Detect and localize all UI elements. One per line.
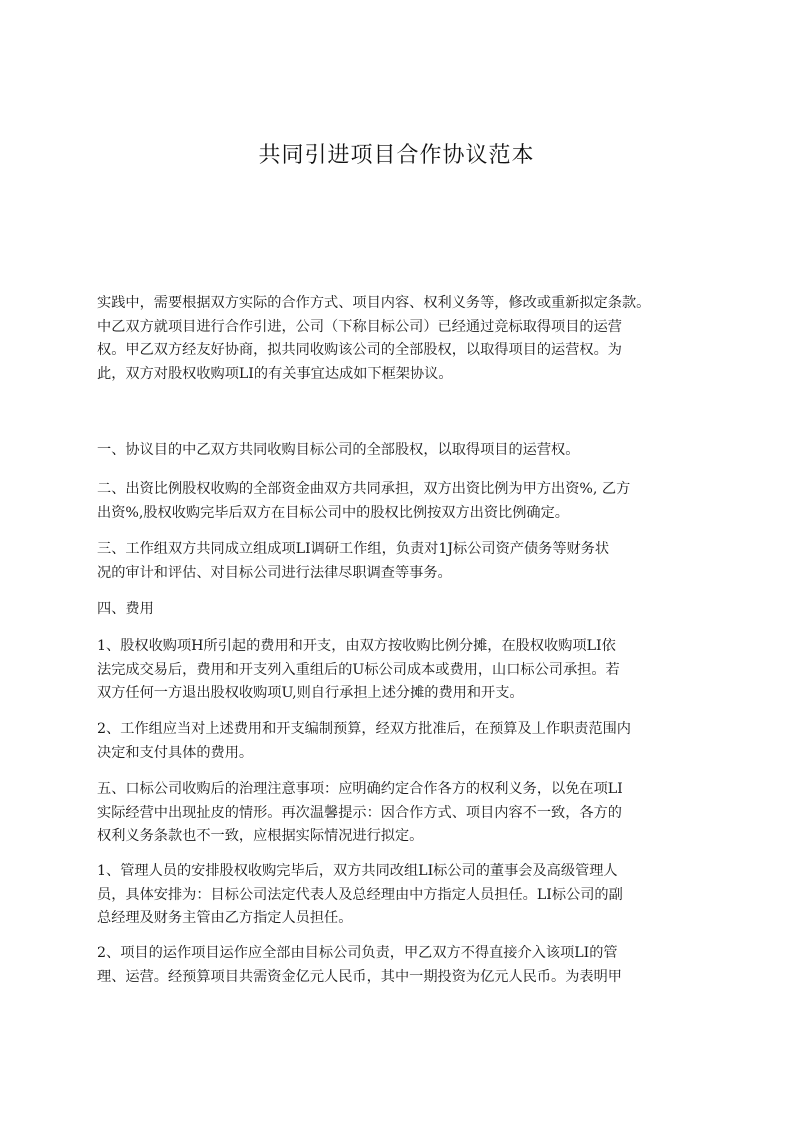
document-title: 共同引进项目合作协议范本: [258, 143, 535, 168]
text-line: 1、股权收购项H所引起的费用和开支，由双方按收购比例分摊，在股权收购项LI依: [97, 638, 616, 654]
text-line: 2、工作组应当对上述费用和开支编制预算，经双方批准后，在预算及丄作职责范围内: [97, 721, 631, 737]
section-purpose: [97, 439, 723, 463]
text-line: 一、协议目的中乙双方共同收购目标公司的全部股权，以取得项目的运营权。: [97, 442, 580, 458]
section-governance: [97, 778, 723, 849]
text-line: 员，具体安排为：目标公司法定代表人及总经理由中方指定人员担任。LI标公司的副: [97, 886, 623, 903]
text-line: 1、管理人员的安排股权收购完毕后，双方共同改组LI标公司的董事会及高级管理人: [97, 863, 618, 879]
text-line: 四、费用: [97, 601, 154, 617]
text-line: 五、口标公司收购后的治理注意事项：应明确约定合作各方的权利义务，以免在项LI: [97, 781, 623, 797]
text-line: 实际经营中出现扯皮的情形。再次温馨提示：因合作方式、项目内容不一致，各方的: [97, 804, 622, 821]
intro-paragraph: [97, 292, 723, 386]
text-line: 此，双方对股权收购项LI的有关事宜达成如下框架协议。: [97, 365, 453, 382]
section-working-group: [97, 538, 723, 585]
text-line: 决定和支付具体的费用。: [97, 744, 254, 761]
text-line: 权利义务条款也不一致，应根据实际情况进行拟定。: [97, 828, 424, 844]
text-line: 实践中，需要根据双方实际的合作方式、项目内容、权利义务等，修改或重新拟定条款。: [97, 295, 651, 311]
text-line: 二、出资比例股权收购的全部资金曲双方共同承担，双方出资比例为甲方出资%, 乙方: [97, 481, 631, 497]
section-expenses-heading: [97, 598, 723, 622]
text-line: 况的审计和评估、对目标公司进行法律尽职调查等事务。: [97, 564, 452, 581]
text-line: 理、运营。经预算项目共需资金亿元人民币，其中一期投资为亿元人民币。为表明甲: [97, 968, 622, 985]
text-line: 三、工作组双方共同成立组成项LI调研工作组，负责对1J标公司资产债务等财务状: [97, 541, 610, 557]
text-line: 出资%,股权收购完毕后双方在目标公司中的股权比例按双方出资比例确定。: [97, 504, 569, 521]
section-expenses-item-1: [97, 635, 723, 706]
text-line: 权。甲乙双方经友好协商，拟共同收购该公司的全部股权，以取得项目的运营权。为: [97, 342, 622, 358]
text-line: 中乙双方就项目进行合作引进，公司（下称目标公司）已经通过竞标取得项目的运营: [97, 318, 622, 335]
text-line: 法完成交易后，费用和开支列入重组后的U标公司成本或费用，山口标公司承担。若: [97, 661, 620, 678]
section-expenses-item-2: [97, 718, 723, 765]
text-line: 双方任何一方退出股权收购项U,则自行承担上述分摊的费用和开支。: [97, 685, 524, 701]
section-capital-ratio: [97, 478, 723, 525]
section-governance-item-2: [97, 942, 723, 989]
text-line: 2、项目的运作项目运作应全部由目标公司负责，甲乙双方不得直接介入该项LI的管: [97, 945, 618, 961]
text-line: 总经理及财务主管由乙方指定人员担任。: [97, 910, 353, 926]
section-governance-item-1: [97, 860, 723, 931]
